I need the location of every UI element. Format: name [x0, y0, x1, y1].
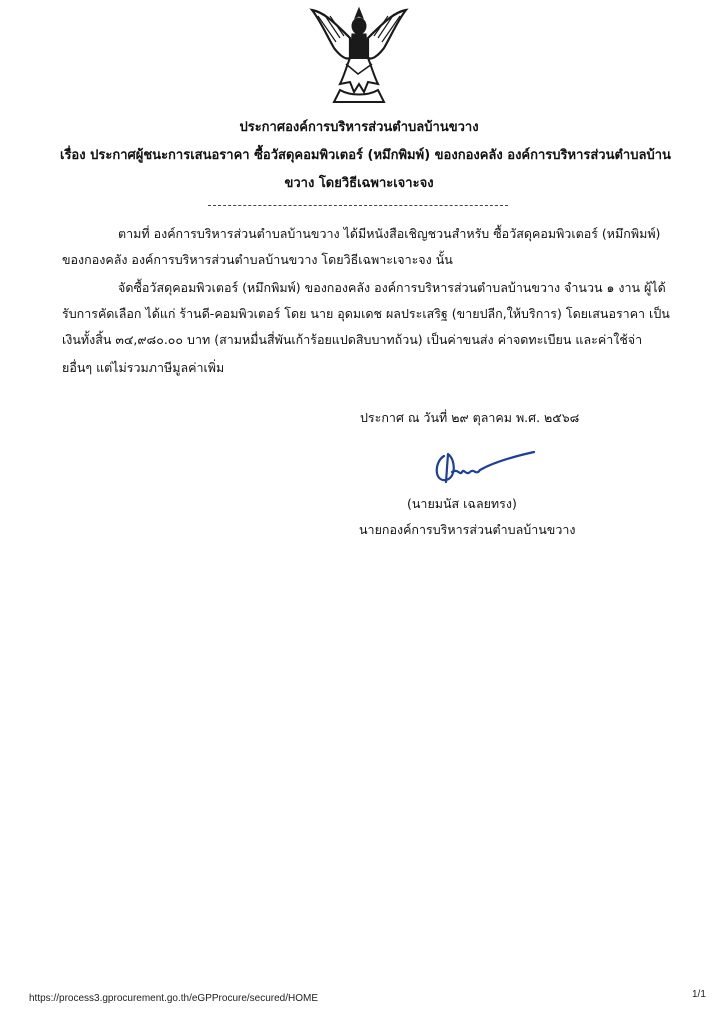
signature-image [430, 446, 540, 488]
subject-line-2: ขวาง โดยวิธีเฉพาะเจาะจง [284, 176, 434, 191]
signer-name: (นายมนัส เฉลยทรง) [407, 496, 517, 511]
dashed-separator [208, 205, 508, 206]
paragraph-2-line-1: จัดซื้อวัสดุคอมพิวเตอร์ (หมึกพิมพ์) ของกองคลัง องค์การบริหารส่วนตำบลบ้านขวาง จำนวน ๑ งาน ผู้ได้ [118, 280, 666, 295]
garuda-emblem-icon [306, 4, 412, 108]
paragraph-1-line-2: ของกองคลัง องค์การบริหารส่วนตำบลบ้านขวาง โดยวิธีเฉพาะเจาะจง นั้น [62, 252, 453, 267]
signer-position: นายกองค์การบริหารส่วนตำบลบ้านขวาง [359, 522, 576, 537]
paragraph-2-line-4: ยอื่นๆ แต่ไม่รวมภาษีมูลค่าเพิ่ม [62, 360, 225, 375]
paragraph-1-line-1: ตามที่ องค์การบริหารส่วนตำบลบ้านขวาง ได้มีหนังสือเชิญชวนสำหรับ ซื้อวัสดุคอมพิวเตอร์ (หมึกพิมพ์) [118, 226, 661, 241]
page-number: 1/1 [692, 989, 706, 1000]
announcement-date: ประกาศ ณ วันที่ ๒๙ ตุลาคม พ.ศ. ๒๕๖๘ [360, 410, 580, 425]
document-title: ประกาศองค์การบริหารส่วนตำบลบ้านขวาง [239, 120, 479, 135]
paragraph-2-line-3: เงินทั้งสิ้น ๓๔,๙๘๐.๐๐ บาท (สามหมื่นสี่พันเก้าร้อยแปดสิบบาทถ้วน) เป็นค่าขนส่ง ค่าจดทะเบียน และค่าใช้จ่า [62, 332, 643, 347]
subject-line-1: เรื่อง ประกาศผู้ชนะการเสนอราคา ซื้อวัสดุคอมพิวเตอร์ (หมึกพิมพ์) ของกองคลัง องค์การบริหารส่วนตำบลบ้าน [60, 148, 671, 163]
paragraph-2-line-2: รับการคัดเลือก ได้แก่ ร้านดี-คอมพิวเตอร์ โดย นาย อุดมเดช ผลประเสริฐ (ขายปลีก,ให้บริการ) โดยเสนอราคา เป็น [62, 306, 670, 321]
source-url: https://process3.gprocurement.go.th/eGPProcure/secured/HOME [29, 993, 319, 1004]
